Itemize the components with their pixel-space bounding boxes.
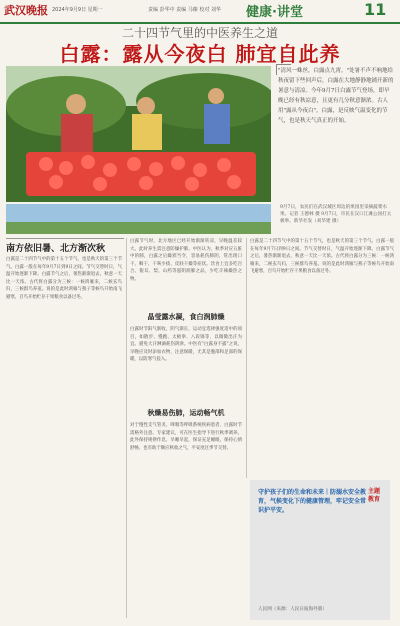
masthead: [0, 0, 400, 24]
box-title: 南方依旧暑、北方渐次秋: [6, 238, 124, 255]
page-number: 11: [364, 0, 387, 19]
section-title: 健康·讲堂: [246, 5, 303, 20]
editor-credits: 责编 彭华中 责编 马臻 校对 刘华: [148, 7, 221, 13]
jogging-photo: [6, 204, 271, 234]
body-column-5: 白露是二十四节气中的第十五个节气，也是秋天的第三个节气。白露一般在每年9月7日到9日之间。节气交替时日，气温开始逐渐下降。白露节气之后，暑热渐渐退去，秋意一天比一天浓。古代将白露分为三候：一候鸿雁来，二候玄鸟归，三候群鸟养羞。说的是此时鸿雁与燕子等候鸟开始南飞避寒，百鸟开始贮存干果粮食以备过冬。: [250, 239, 394, 275]
ad-side-label: 主题教育: [368, 488, 381, 503]
intro-quote: "清风一蛛丝，白露点九霄。"处暑不声不响地给秋夜留下些回声后，白露在大地静静地铺开新的暑意与清凉。今年9月7日白露节气登场，即早晚已经有秋凉意，且更有几分秋意渐浓。古人用"露从今夜白"。白露，是反映气温变化的节气，也是秋天气真正的开始。: [278, 66, 394, 202]
ad-text: 守护孩子们的生命和未来｜防溺水安全教育，气候变化下的健康管理，牢记安全常识护平安。: [258, 489, 367, 514]
body-column-4: 对于慢性支气管炎、哮喘等呼吸系统疾病患者，白露时节需格外注意。专家建议，可在医生指导下进行秋季调养。此外保持规律作息，早睡早起，保证充足睡眠，保持心情舒畅，也有助于顺应秋收之气，平安度过季节交替。: [130, 423, 242, 451]
body-column-3: 白露时节阳气渐收，阴气渐长，运动宜选择强度适中的项目，如散步、慢跑、太极拳、八段锦等，以微微出汗为宜。避免大汗淋漓耗伤阴津。中医有"白露身不露"之说，早晚应及时添加衣物，注意保暖，尤其是腹部和足部的保暖，以防寒气侵入。: [130, 327, 242, 363]
article-headline: 白露：露从今夜白 肺宜自此养: [59, 42, 341, 66]
body-column-2: 白露节气时，北方地区已经开始渐渐转凉，早晚温差较大。此时养生需注意防燥护肺。中医认为，秋季对应五脏中的肺，白露之后燥邪当令，容易耗伤肺阴，常出现口干、咽干、干咳少痰、皮肤干燥等症状。饮食上宜多吃百合、银耳、梨、山药等滋阴润肺之品，少吃辛辣燥热之物。: [130, 239, 242, 282]
brand-logo: 武汉晚报: [4, 4, 48, 17]
article-kicker: 二十四节气里的中医养生之道: [121, 26, 278, 40]
subhead-2: 秋燥易伤肺，运动畅气机: [147, 408, 225, 417]
subhead-1: 晶莹露水凝，食白润肺燥: [147, 312, 225, 321]
reporter-credit: 人民网（来源：人民日报海外版）: [258, 607, 327, 612]
photo-caption: 9月7日，农民们在武汉城区周边的果园里采摘蔬菜水果。记者 王德林 摄 9月7日，市民在汉口江滩公园打太极拳。新华社发（刘华建 摄）: [280, 205, 392, 224]
issue-date: 2024年9月9日 星期一: [52, 7, 103, 13]
harvest-photo: [6, 66, 271, 202]
column-divider: [126, 238, 127, 618]
body-column-1: 白露是二十四节气中的第十五个节气，也是秋天的第三个节气。白露一般在每年9月7日到9日之间。节气交替时日，气温开始逐渐下降。白露节气之后，暑热渐渐退去，秋意一天比一天浓。古代将白露分为三候：一候鸿雁来，二候玄鸟归，三候群鸟养羞。说的是此时鸿雁与燕子等候鸟开始南飞避寒，百鸟开始贮存干果粮食以备过冬。: [6, 257, 122, 300]
column-divider: [246, 238, 247, 478]
